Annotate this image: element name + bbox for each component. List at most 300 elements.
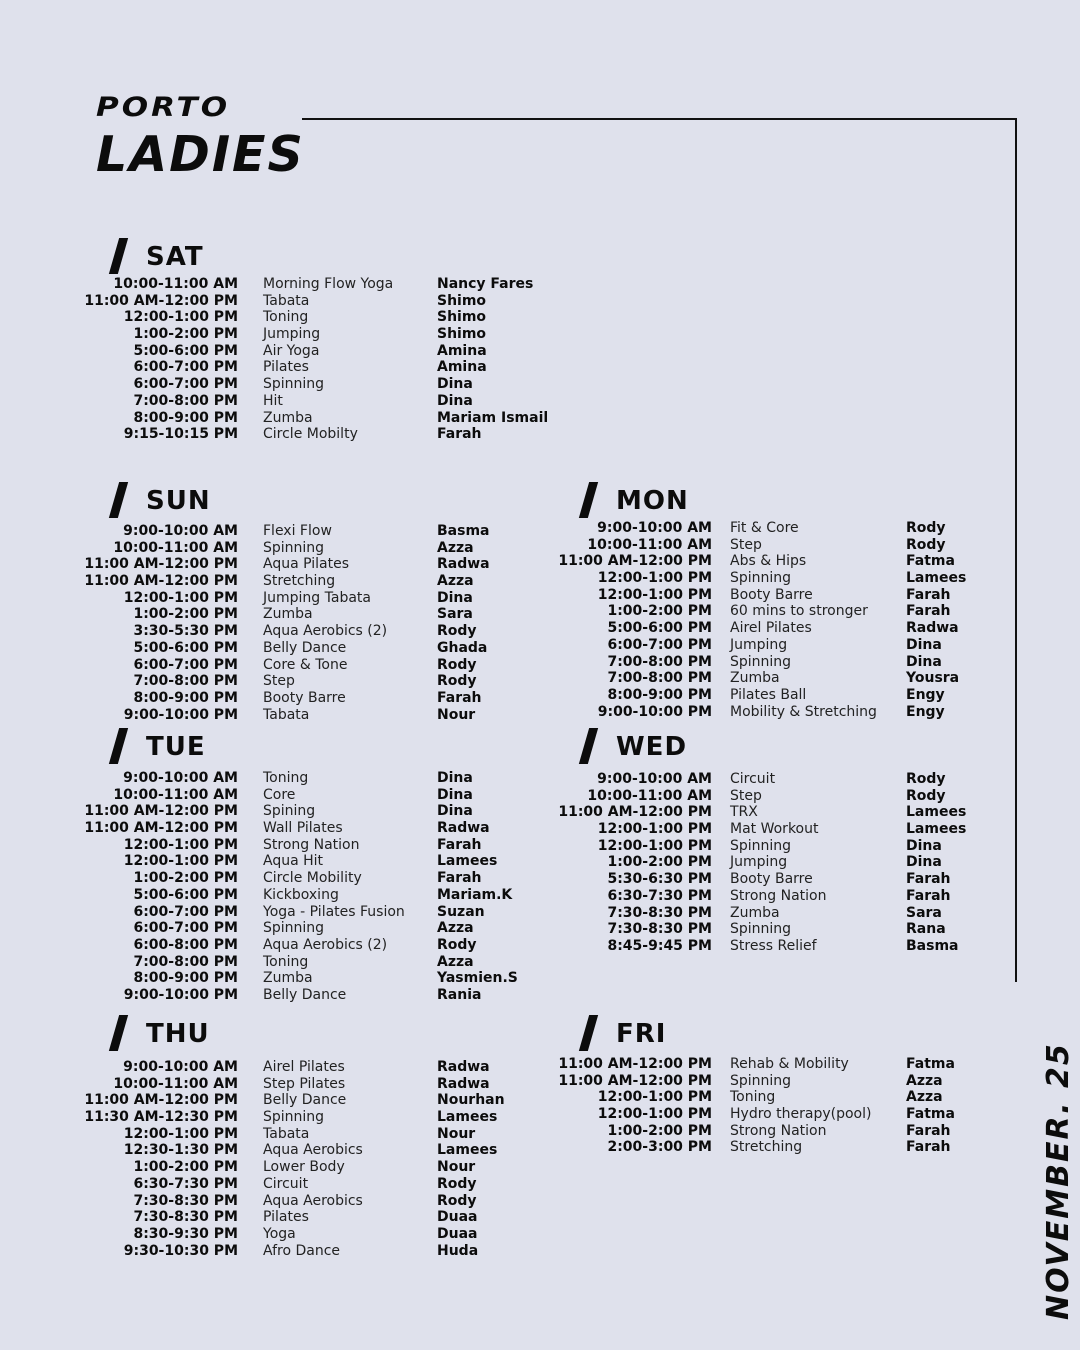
session-row: [0, 426, 1080, 443]
session-row: [0, 520, 1080, 537]
session-row: [0, 771, 1080, 788]
session-instructor: Engy: [906, 686, 945, 703]
session-instructor: Sara: [437, 606, 473, 623]
session-instructor: Nour: [437, 1159, 476, 1176]
session-row: [0, 587, 1080, 604]
session-class: Spinning: [730, 653, 792, 670]
session-instructor: Rania: [437, 986, 482, 1003]
session-time: 11:00 AM-12:00 PM: [84, 556, 238, 573]
day-name: WED: [616, 732, 688, 762]
session-time: 10:00-11:00 AM: [113, 276, 238, 292]
session-class: Zumba: [263, 970, 313, 987]
session-class: Fit & Core: [730, 520, 799, 536]
session-class: Flexi Flow: [263, 523, 332, 539]
session-time: 12:00-1:00 PM: [597, 570, 712, 587]
session-class: Stress Relief: [730, 937, 817, 954]
session-time: 7:30-8:30 PM: [133, 1192, 238, 1209]
brand-name-bottom: LADIES: [96, 126, 305, 183]
session-time: 10:00-11:00 AM: [113, 539, 238, 556]
session-instructor: Nourhan: [437, 1092, 505, 1109]
session-instructor: Rody: [906, 536, 946, 553]
session-row: [0, 1176, 540, 1193]
session-list: [0, 771, 1080, 955]
session-instructor: Farah: [906, 871, 951, 888]
session-class: Airel Pilates: [263, 1059, 345, 1075]
session-instructor: Dina: [437, 770, 473, 786]
session-class: 60 mins to stronger: [730, 603, 868, 620]
session-time: 11:00 AM-12:00 PM: [558, 553, 712, 570]
session-class: Circuit: [730, 771, 776, 787]
session-class: Wall Pilates: [263, 820, 343, 837]
session-time: 9:00-10:00 AM: [123, 770, 238, 786]
session-class: Mobility & Stretching: [730, 703, 877, 720]
session-row: [0, 410, 1080, 427]
session-time: 12:00-1:00 PM: [597, 1089, 712, 1106]
session-time: 7:00-8:00 PM: [133, 392, 238, 409]
session-time: 10:00-11:00 AM: [587, 787, 712, 804]
session-time: 11:00 AM-12:00 PM: [558, 1056, 712, 1072]
session-class: Toning: [263, 309, 309, 326]
session-instructor: Lamees: [437, 1109, 498, 1126]
session-time: 12:00-1:00 PM: [123, 1125, 238, 1142]
slash-icon: [579, 728, 598, 764]
session-class: Circle Mobility: [263, 870, 362, 887]
session-class: Rehab & Mobility: [730, 1056, 849, 1072]
session-row: [0, 871, 1080, 888]
session-instructor: Huda: [437, 1242, 479, 1259]
session-class: Belly Dance: [263, 1092, 347, 1109]
brand-logo: [96, 92, 305, 183]
session-class: Jumping: [730, 636, 788, 653]
day-wed: [0, 726, 1080, 955]
session-row: [0, 1056, 1000, 1073]
session-time: 5:00-6:00 PM: [133, 886, 238, 903]
session-row: [0, 553, 1080, 570]
session-time: 6:00-7:00 PM: [133, 903, 238, 920]
session-row: [0, 987, 1080, 1004]
session-row: [0, 1209, 540, 1226]
session-class: Circle Mobilty: [263, 426, 358, 443]
session-instructor: Yousra: [906, 670, 960, 687]
session-instructor: Rody: [437, 656, 477, 673]
session-class: TRX: [730, 804, 758, 821]
day-fri: [0, 1013, 1000, 1156]
session-instructor: Radwa: [437, 1075, 490, 1092]
session-time: 6:00-7:00 PM: [133, 359, 238, 376]
session-instructor: Mariam Ismail: [437, 409, 549, 426]
session-time: 7:30-8:30 PM: [133, 1209, 238, 1226]
session-class: Tabata: [263, 1125, 310, 1142]
session-class: Pilates: [263, 359, 309, 376]
session-instructor: Azza: [437, 573, 474, 590]
day-name: FRI: [616, 1019, 667, 1049]
session-row: [0, 1243, 540, 1260]
session-class: Strong Nation: [730, 887, 827, 904]
session-class: Pilates Ball: [730, 686, 807, 703]
session-time: 6:00-7:00 PM: [607, 636, 712, 653]
session-row: [0, 276, 1080, 293]
day-name: TUE: [146, 732, 206, 762]
session-time: 9:00-10:00 AM: [123, 523, 238, 539]
session-instructor: Mariam.K: [437, 886, 513, 903]
day-header: [108, 236, 1080, 276]
session-time: 9:00-10:00 AM: [597, 771, 712, 787]
session-instructor: Shimo: [437, 292, 487, 309]
session-instructor: Radwa: [437, 820, 490, 837]
session-class: Step: [730, 787, 762, 804]
session-row: [0, 704, 1080, 721]
day-name: SUN: [146, 486, 211, 516]
session-time: 12:00-1:00 PM: [123, 589, 238, 606]
session-class: Morning Flow Yoga: [263, 276, 394, 292]
session-time: 6:00-8:00 PM: [133, 936, 238, 953]
session-time: 11:00 AM-12:00 PM: [84, 803, 238, 820]
session-class: Kickboxing: [263, 886, 339, 903]
day-name: THU: [146, 1019, 210, 1049]
session-row: [0, 888, 1080, 905]
session-row: [0, 1139, 1000, 1156]
session-time: 1:00-2:00 PM: [133, 1159, 238, 1176]
session-time: 11:00 AM-12:00 PM: [84, 292, 238, 309]
session-class: Spinning: [730, 837, 792, 854]
session-time: 8:30-9:30 PM: [133, 1225, 238, 1242]
session-time: 11:00 AM-12:00 PM: [558, 804, 712, 821]
session-instructor: Dina: [437, 392, 473, 409]
session-class: Step: [730, 536, 762, 553]
session-instructor: Rody: [906, 520, 946, 536]
session-instructor: Engy: [906, 703, 945, 720]
session-time: 12:00-1:00 PM: [123, 309, 238, 326]
session-instructor: Farah: [906, 586, 951, 603]
session-instructor: Farah: [906, 603, 951, 620]
session-time: 12:30-1:30 PM: [123, 1142, 238, 1159]
session-instructor: Farah: [906, 887, 951, 904]
session-class: Spinning: [730, 570, 792, 587]
session-row: [0, 1106, 1000, 1123]
session-instructor: Dina: [906, 854, 942, 871]
session-time: 7:30-8:30 PM: [607, 904, 712, 921]
session-class: Lower Body: [263, 1159, 345, 1176]
session-time: 9:30-10:30 PM: [123, 1242, 238, 1259]
session-row: [0, 1193, 540, 1210]
session-class: Spinning: [263, 376, 325, 393]
session-instructor: Radwa: [906, 620, 959, 637]
session-class: Aqua Aerobics (2): [263, 623, 388, 640]
session-row: [0, 905, 1080, 922]
session-time: 10:00-11:00 AM: [587, 536, 712, 553]
session-instructor: Basma: [906, 937, 959, 954]
session-class: Jumping Tabata: [263, 589, 371, 606]
session-time: 1:00-2:00 PM: [133, 326, 238, 343]
session-instructor: Farah: [906, 1139, 951, 1156]
session-instructor: Dina: [437, 376, 473, 393]
session-instructor: Nour: [437, 1125, 476, 1142]
session-time: 8:00-9:00 PM: [133, 970, 238, 987]
session-instructor: Amina: [437, 359, 487, 376]
session-time: 2:00-3:00 PM: [607, 1139, 712, 1156]
session-time: 12:00-1:00 PM: [597, 586, 712, 603]
session-time: 12:00-1:00 PM: [597, 837, 712, 854]
session-time: 8:00-9:00 PM: [133, 409, 238, 426]
session-row: [0, 970, 1080, 987]
session-row: [0, 343, 1080, 360]
slash-icon: [579, 482, 598, 518]
session-class: Hydro therapy(pool): [730, 1106, 872, 1123]
session-time: 5:00-6:00 PM: [133, 342, 238, 359]
session-class: Booty Barre: [730, 586, 813, 603]
session-class: Toning: [263, 953, 309, 970]
session-class: Toning: [730, 1089, 776, 1106]
session-class: Booty Barre: [263, 689, 346, 706]
session-row: [0, 537, 1080, 554]
session-class: Spinning: [730, 921, 792, 938]
session-time: 1:00-2:00 PM: [133, 606, 238, 623]
session-instructor: Lamees: [906, 570, 967, 587]
session-row: [0, 687, 1080, 704]
session-time: 12:00-1:00 PM: [123, 836, 238, 853]
session-instructor: Azza: [437, 539, 474, 556]
session-row: [0, 1073, 1000, 1090]
session-instructor: Azza: [906, 1072, 943, 1089]
session-time: 7:30-8:30 PM: [607, 921, 712, 938]
session-time: 9:00-10:00 PM: [597, 703, 712, 720]
session-row: [0, 359, 1080, 376]
session-class: Zumba: [263, 409, 313, 426]
day-header: [578, 480, 1080, 520]
session-row: [0, 821, 1080, 838]
session-time: 10:00-11:00 AM: [113, 1075, 238, 1092]
session-class: Aqua Hit: [263, 853, 324, 870]
session-instructor: Shimo: [437, 309, 487, 326]
session-time: 6:00-7:00 PM: [133, 376, 238, 393]
session-class: Yoga - Pilates Fusion: [263, 903, 405, 920]
session-instructor: Dina: [906, 636, 942, 653]
session-time: 7:00-8:00 PM: [607, 670, 712, 687]
session-instructor: Radwa: [437, 1059, 490, 1075]
session-row: [0, 637, 1080, 654]
session-row: [0, 654, 1080, 671]
session-instructor: Rody: [906, 787, 946, 804]
session-instructor: Rody: [437, 1175, 477, 1192]
session-class: Step Pilates: [263, 1075, 346, 1092]
day-mon: [0, 480, 1080, 720]
session-instructor: Farah: [906, 1122, 951, 1139]
session-instructor: Lamees: [437, 853, 498, 870]
session-instructor: Farah: [437, 870, 482, 887]
session-time: 7:00-8:00 PM: [607, 653, 712, 670]
session-list: [0, 1056, 1000, 1156]
day-sat: [0, 236, 1080, 443]
session-instructor: Dina: [906, 837, 942, 854]
session-row: [0, 570, 1080, 587]
session-row: [0, 393, 1080, 410]
session-row: [0, 1159, 540, 1176]
session-time: 11:00 AM-12:00 PM: [84, 820, 238, 837]
session-class: Aqua Aerobics (2): [263, 936, 388, 953]
session-time: 9:00-10:00 PM: [123, 706, 238, 723]
session-time: 7:00-8:00 PM: [133, 673, 238, 690]
session-time: 1:00-2:00 PM: [607, 1122, 712, 1139]
session-instructor: Sara: [906, 904, 942, 921]
session-class: Mat Workout: [730, 821, 819, 838]
session-instructor: Rody: [437, 936, 477, 953]
session-time: 5:00-6:00 PM: [607, 620, 712, 637]
session-row: [0, 603, 1080, 620]
session-time: 1:00-2:00 PM: [607, 603, 712, 620]
session-row: [0, 938, 1080, 955]
session-instructor: Fatma: [906, 553, 955, 570]
session-class: Abs & Hips: [730, 553, 807, 570]
session-time: 9:00-10:00 PM: [123, 986, 238, 1003]
session-row: [0, 854, 1080, 871]
session-class: Aqua Aerobics: [263, 1192, 363, 1209]
session-time: 12:00-1:00 PM: [123, 853, 238, 870]
session-instructor: Duaa: [437, 1225, 478, 1242]
session-row: [0, 309, 1080, 326]
session-time: 5:30-6:30 PM: [607, 871, 712, 888]
session-instructor: Nour: [437, 706, 476, 723]
day-name: MON: [616, 486, 689, 516]
session-class: Stretching: [730, 1139, 803, 1156]
session-time: 11:00 AM-12:00 PM: [84, 1092, 238, 1109]
session-instructor: Dina: [437, 803, 473, 820]
session-class: Strong Nation: [263, 836, 360, 853]
session-time: 9:00-10:00 AM: [123, 1059, 238, 1075]
day-name: SAT: [146, 242, 204, 272]
session-time: 5:00-6:00 PM: [133, 639, 238, 656]
session-row: [0, 1226, 540, 1243]
session-list: [0, 276, 1080, 443]
session-class: Jumping: [730, 854, 788, 871]
session-class: Spining: [263, 803, 316, 820]
session-instructor: Dina: [437, 786, 473, 803]
session-instructor: Rody: [437, 673, 477, 690]
session-row: [0, 804, 1080, 821]
session-instructor: Rody: [437, 1192, 477, 1209]
session-list: [0, 520, 1080, 720]
session-class: Zumba: [263, 606, 313, 623]
session-instructor: Rody: [437, 623, 477, 640]
day-header: [578, 1013, 1000, 1053]
session-class: Afro Dance: [263, 1242, 341, 1259]
session-instructor: Rana: [906, 921, 946, 938]
session-instructor: Farah: [437, 426, 482, 443]
session-time: 11:30 AM-12:30 PM: [84, 1109, 238, 1126]
session-instructor: Rody: [906, 771, 946, 787]
session-time: 9:00-10:00 AM: [597, 520, 712, 536]
session-class: Belly Dance: [263, 986, 347, 1003]
session-class: Spinning: [730, 1072, 792, 1089]
session-class: Hit: [263, 392, 283, 409]
session-class: Circuit: [263, 1175, 309, 1192]
session-class: Aqua Pilates: [263, 556, 350, 573]
session-instructor: Fatma: [906, 1106, 955, 1123]
session-class: Tabata: [263, 292, 310, 309]
brand-name-top: PORTO: [96, 92, 231, 123]
session-class: Aqua Aerobics: [263, 1142, 363, 1159]
session-class: Step: [263, 673, 295, 690]
session-class: Spinning: [263, 920, 325, 937]
session-class: Booty Barre: [730, 871, 813, 888]
session-time: 6:30-7:30 PM: [607, 887, 712, 904]
session-instructor: Lamees: [906, 804, 967, 821]
session-instructor: Dina: [437, 589, 473, 606]
slash-icon: [109, 238, 128, 274]
session-class: Spinning: [263, 1109, 325, 1126]
session-row: [0, 326, 1080, 343]
session-class: Airel Pilates: [730, 620, 812, 637]
session-instructor: Suzan: [437, 903, 485, 920]
session-instructor: Azza: [437, 953, 474, 970]
session-instructor: Amina: [437, 342, 487, 359]
session-time: 6:30-7:30 PM: [133, 1175, 238, 1192]
session-class: Stretching: [263, 573, 336, 590]
session-class: Spinning: [263, 539, 325, 556]
session-row: [0, 954, 1080, 971]
session-row: [0, 1089, 1000, 1106]
session-class: Jumping: [263, 326, 321, 343]
session-row: [0, 620, 1080, 637]
session-time: 7:00-8:00 PM: [133, 953, 238, 970]
session-row: [0, 670, 1080, 687]
session-class: Core & Tone: [263, 656, 348, 673]
session-class: Tabata: [263, 706, 310, 723]
slash-icon: [579, 1015, 598, 1051]
frame-line-top: [302, 118, 1017, 120]
session-class: Strong Nation: [730, 1122, 827, 1139]
session-class: Air Yoga: [263, 342, 320, 359]
session-instructor: Ghada: [437, 639, 488, 656]
session-time: 11:00 AM-12:00 PM: [558, 1072, 712, 1089]
session-row: [0, 921, 1080, 938]
session-time: 11:00 AM-12:00 PM: [84, 573, 238, 590]
session-time: 9:15-10:15 PM: [123, 426, 238, 443]
session-time: 8:45-9:45 PM: [607, 937, 712, 954]
session-time: 3:30-5:30 PM: [133, 623, 238, 640]
session-time: 8:00-9:00 PM: [133, 689, 238, 706]
session-instructor: Radwa: [437, 556, 490, 573]
session-instructor: Basma: [437, 523, 490, 539]
session-instructor: Duaa: [437, 1209, 478, 1226]
session-instructor: Lamees: [437, 1142, 498, 1159]
session-time: 6:00-7:00 PM: [133, 920, 238, 937]
session-instructor: Shimo: [437, 326, 487, 343]
session-instructor: Farah: [437, 689, 482, 706]
session-instructor: Azza: [906, 1089, 943, 1106]
session-class: Pilates: [263, 1209, 309, 1226]
session-time: 8:00-9:00 PM: [607, 686, 712, 703]
session-time: 1:00-2:00 PM: [607, 854, 712, 871]
session-class: Toning: [263, 770, 309, 786]
session-time: 12:00-1:00 PM: [597, 821, 712, 838]
session-instructor: Yasmien.S: [437, 970, 518, 987]
day-header: [578, 726, 1080, 766]
session-instructor: Nancy Fares: [437, 276, 534, 292]
session-class: Zumba: [730, 904, 780, 921]
session-class: Zumba: [730, 670, 780, 687]
session-time: 1:00-2:00 PM: [133, 870, 238, 887]
session-instructor: Fatma: [906, 1056, 955, 1072]
session-time: 6:00-7:00 PM: [133, 656, 238, 673]
session-class: Belly Dance: [263, 639, 347, 656]
session-class: Yoga: [263, 1225, 296, 1242]
session-instructor: Dina: [906, 653, 942, 670]
session-instructor: Farah: [437, 836, 482, 853]
session-time: 10:00-11:00 AM: [113, 786, 238, 803]
session-row: [0, 376, 1080, 393]
month-label: NOVEMBER. 25: [1041, 1042, 1076, 1320]
session-row: [0, 838, 1080, 855]
